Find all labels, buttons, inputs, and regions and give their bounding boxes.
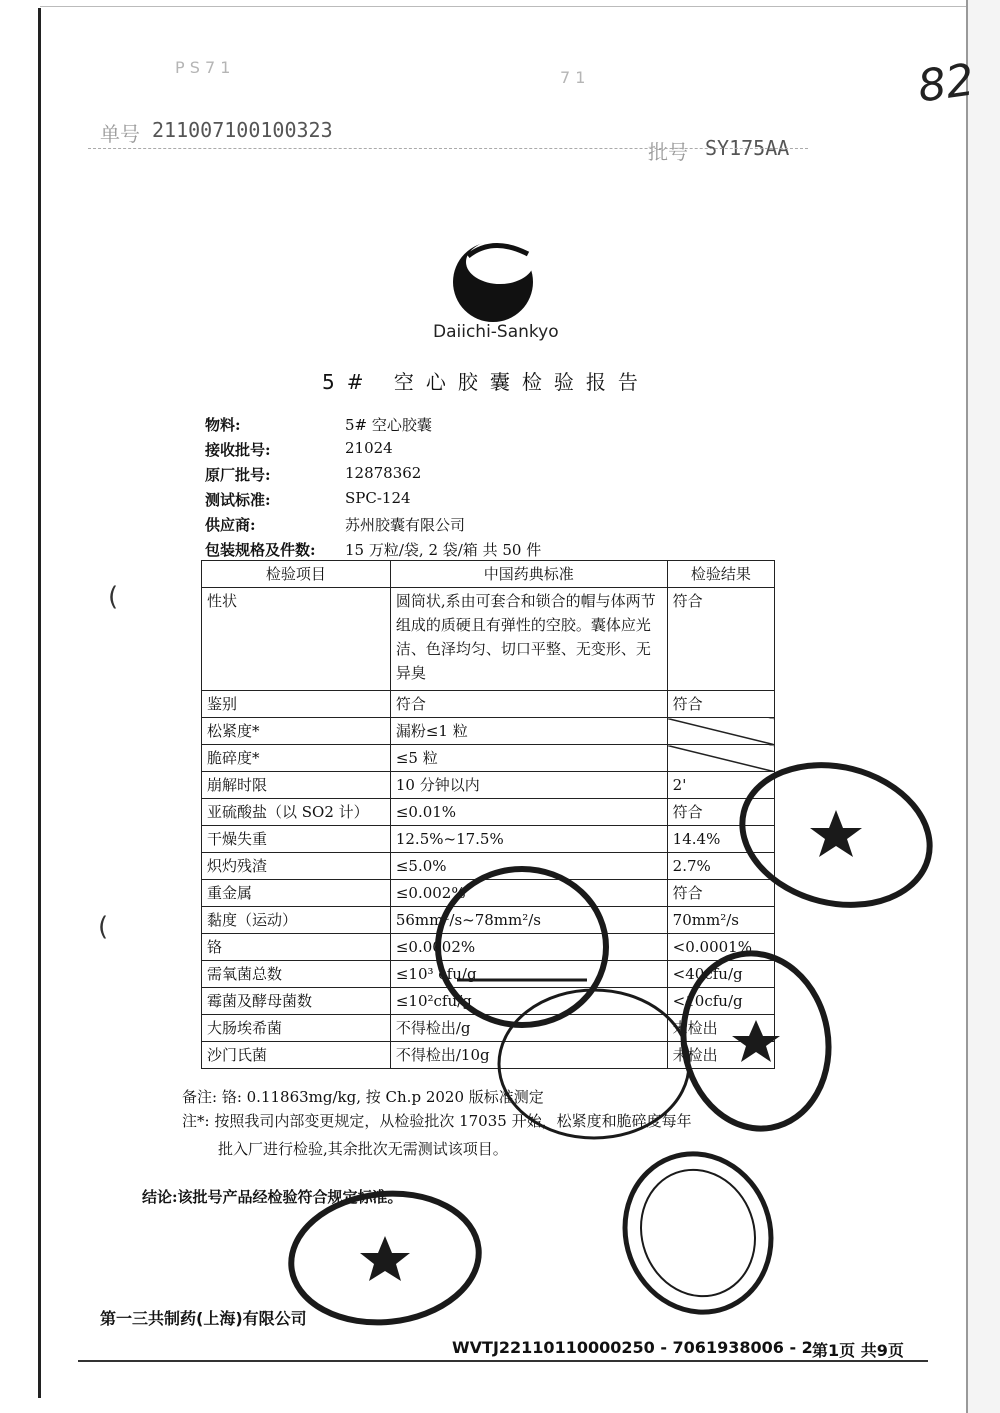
scan-edge-top (40, 6, 966, 7)
faint-header-text: P S 7 1 (175, 58, 231, 77)
col-header-standard: 中国药典标准 (390, 561, 667, 588)
table-row (202, 588, 775, 691)
table-row (202, 826, 775, 853)
info-value: 5# 空心胶囊 (345, 416, 432, 434)
row-result: 2' (667, 772, 774, 799)
footer-divider (78, 1360, 928, 1362)
lot-number: 211007100100323 (152, 118, 333, 142)
row-item: 需氧菌总数 (202, 961, 391, 988)
row-result: 符合 (667, 691, 774, 718)
row-standard: 56mm²/s~78mm²/s (390, 907, 667, 934)
info-material (205, 414, 432, 438)
row-result: 符合 (667, 799, 774, 826)
scan-edge-right (966, 0, 1000, 1413)
row-item: 鉴别 (202, 691, 391, 718)
remark-text: 备注: 铬: 0.11863mg/kg, 按 Ch.p 2020 版标准测定 (182, 1088, 544, 1106)
row-result: 14.4% (667, 826, 774, 853)
row-item: 黏度（运动） (202, 907, 391, 934)
table-row (202, 691, 775, 718)
table-header-row (202, 561, 775, 588)
row-standard: ≤10²cfu/g (390, 988, 667, 1015)
stamp-xuancheng-2 (285, 1188, 485, 1328)
stamp-feixi (736, 760, 936, 910)
footer-page-number: 第1页 共9页 (812, 1341, 904, 1360)
scan-edge-left (38, 8, 41, 1398)
stamp-quality-report-dept (494, 984, 694, 1144)
row-standard: ≤0.0002% (390, 934, 667, 961)
row-standard: ≤0.01% (390, 799, 667, 826)
row-item: 霉菌及酵母菌数 (202, 988, 391, 1015)
row-item: 干燥失重 (202, 826, 391, 853)
stamp-xuancheng-1 (676, 946, 836, 1136)
batch-code: SY175AA (705, 136, 790, 160)
row-result: 70mm²/s (667, 907, 774, 934)
info-value: 15 万粒/袋, 2 袋/箱 共 50 件 (345, 541, 542, 559)
info-label: 包装规格及件数: (205, 541, 316, 559)
row-result: <10cfu/g (667, 988, 774, 1015)
punch-hole-mark: ( (108, 582, 119, 612)
row-standard: 漏粉≤1 粒 (390, 718, 667, 745)
table-row (202, 799, 775, 826)
faint-header-text-2: 7 1 (560, 68, 586, 87)
row-result: 未检出 (667, 1042, 774, 1069)
info-value: 12878362 (345, 464, 422, 482)
row-standard: ≤5 粒 (390, 745, 667, 772)
row-standard: ≤0.002% (390, 880, 667, 907)
row-result: <40cfu/g (667, 961, 774, 988)
info-label: 接收批号: (205, 441, 271, 459)
footer-document-code: WVTJ22110110000250 - 7061938006 - 2 (452, 1338, 813, 1357)
header-divider (88, 148, 808, 149)
row-result: 2.7% (667, 853, 774, 880)
row-standard: 10 分钟以内 (390, 772, 667, 799)
row-result: <0.0001% (667, 934, 774, 961)
row-item: 亚硫酸盐（以 SO2 计） (202, 799, 391, 826)
brand-name: Daiichi-Sankyo (433, 322, 559, 342)
info-origin-lot (205, 464, 421, 488)
row-item: 重金属 (202, 880, 391, 907)
info-value: 21024 (345, 439, 393, 457)
stamp-daiichi-qa (618, 1148, 778, 1318)
note-line-2: 批入厂进行检验,其余批次无需测试该项目。 (218, 1140, 508, 1158)
info-value: 苏州胶囊有限公司 (345, 516, 466, 534)
row-standard: 圆筒状,系由可套合和锁合的帽与体两节组成的质硬且有弹性的空胶。囊体应光洁、色泽均匀、切口平整、无变形、无异臭 (390, 588, 667, 691)
row-standard: 符合 (390, 691, 667, 718)
code-label: 批号 (648, 140, 688, 164)
row-standard: 12.5%~17.5% (390, 826, 667, 853)
table-row (202, 718, 775, 745)
row-item: 性状 (202, 588, 391, 691)
info-label: 供应商: (205, 516, 256, 534)
row-standard: ≤5.0% (390, 853, 667, 880)
row-standard: 不得检出/g (390, 1015, 667, 1042)
daiichi-sankyo-logo (448, 234, 538, 324)
info-label: 测试标准: (205, 491, 271, 509)
info-receive-lot (205, 439, 393, 463)
info-supplier (205, 514, 465, 538)
handwritten-page-number: 82 (914, 54, 978, 113)
info-label: 原厂批号: (205, 466, 271, 484)
row-item: 脆碎度* (202, 745, 391, 772)
row-item: 沙门氏菌 (202, 1042, 391, 1069)
row-result: 符合 (667, 880, 774, 907)
row-item: 松紧度* (202, 718, 391, 745)
row-result-struck (667, 718, 774, 745)
note-line-1: 注*: 按照我司内部变更规定，从检验批次 17035 开始，松紧度和脆碎度每年 (182, 1112, 692, 1130)
table-row (202, 772, 775, 799)
punch-hole-mark: ( (98, 912, 109, 942)
info-standard (205, 489, 411, 513)
row-item: 崩解时限 (202, 772, 391, 799)
col-header-result: 检验结果 (667, 561, 774, 588)
conclusion-text: 结论:该批号产品经检验符合规定标准。 (142, 1188, 403, 1206)
row-item: 铬 (202, 934, 391, 961)
footer-company: 第一三共制药(上海)有限公司 (100, 1309, 307, 1328)
row-result: 未检出 (667, 1015, 774, 1042)
row-standard: 不得检出/10g (390, 1042, 667, 1069)
table-row (202, 745, 775, 772)
info-label: 物料: (205, 416, 241, 434)
row-result: 符合 (667, 588, 774, 691)
row-standard: ≤10³ cfu/g (390, 961, 667, 988)
info-value: SPC-124 (345, 489, 411, 507)
col-header-item: 检验项目 (202, 561, 391, 588)
row-item: 炽灼残渣 (202, 853, 391, 880)
row-item: 大肠埃希菌 (202, 1015, 391, 1042)
report-title: 5# 空心胶囊检验报告 (322, 370, 650, 394)
lot-label: 单号 (100, 122, 140, 146)
